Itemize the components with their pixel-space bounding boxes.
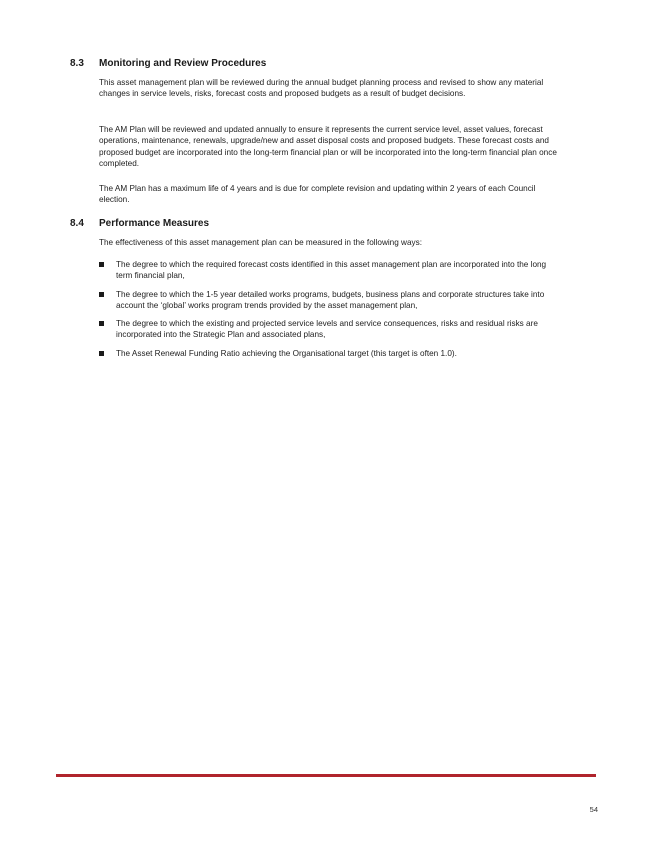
list-item-text: The degree to which the existing and projected service levels and service consequences, risks and residual risks are incorporated into the Strategic Plan and associated plans, [116, 319, 538, 340]
square-bullet-icon [99, 292, 104, 297]
section-heading-8-3 [70, 58, 266, 69]
paragraph: The effectiveness of this asset management plan can be measured in the following ways: [99, 238, 422, 247]
section-number: 8.4 [70, 218, 84, 229]
list-item-text: The degree to which the 1-5 year detailed works programs, budgets, business plans and corporate structures take into account the ‘global’ works program trends provided by the asset management plan, [116, 289, 545, 310]
list-item-text: The Asset Renewal Funding Ratio achieving the Organisational target (this target is often 1.0). [116, 348, 457, 358]
paragraph: The AM Plan has a maximum life of 4 years and is due for complete revision and updating within 2 years of each Council election. [99, 184, 536, 205]
paragraph: This asset management plan will be reviewed during the annual budget planning process and revised to show any material changes in service levels, risks, forecast costs and proposed budgets as a result of budget decisions. [99, 78, 544, 99]
square-bullet-icon [99, 321, 104, 326]
list-item [99, 289, 559, 312]
list-item [99, 259, 559, 282]
square-bullet-icon [99, 262, 104, 267]
paragraph: The AM Plan will be reviewed and updated annually to ensure it represents the current service level, asset values, forecast operations, maintenance, renewals, upgrade/new and asset disposal costs and proposed budgets. These forecast costs and proposed budget are incorporated into the long-term financial plan or will be incorporated into the long-term financial plan once completed. [99, 125, 557, 168]
list-item [99, 318, 559, 341]
section-title: Performance Measures [99, 218, 210, 229]
list-item [99, 348, 559, 359]
list-item-text: The degree to which the required forecast costs identified in this asset management plan are incorporated into the long term financial plan, [116, 260, 547, 281]
section-title: Monitoring and Review Procedures [99, 58, 267, 69]
section-heading-8-4 [70, 218, 209, 229]
square-bullet-icon [99, 351, 104, 356]
page-number: 54 [589, 805, 598, 814]
section-number: 8.3 [70, 58, 84, 69]
footer-divider [56, 774, 596, 777]
performance-measures-list [99, 259, 559, 366]
